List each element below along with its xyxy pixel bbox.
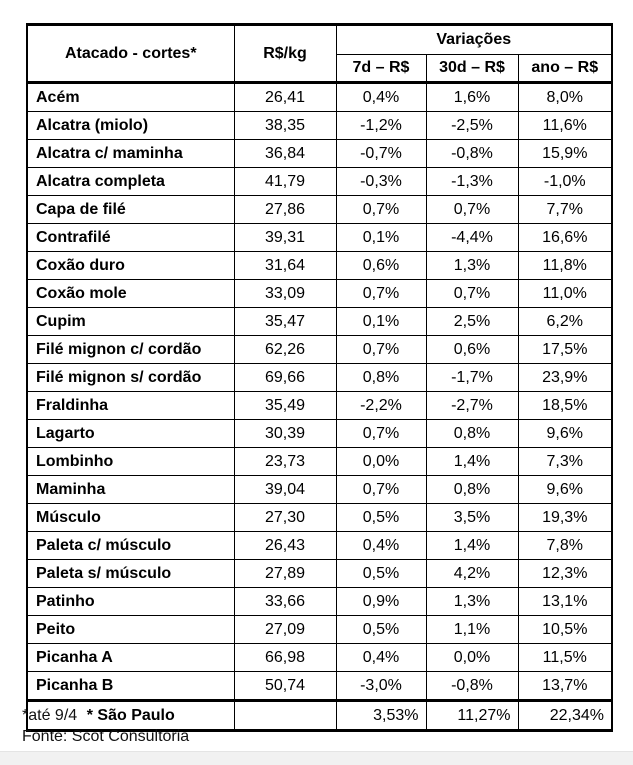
price-value: 27,89 <box>234 560 336 588</box>
table-row <box>27 476 612 504</box>
var-30d-value: -0,8% <box>426 672 518 701</box>
price-value: 35,49 <box>234 392 336 420</box>
var-7d-value: 0,4% <box>336 83 426 112</box>
table-row <box>27 392 612 420</box>
var-30d-value: 0,8% <box>426 420 518 448</box>
var-30d-value: -2,7% <box>426 392 518 420</box>
price-value: 35,47 <box>234 308 336 336</box>
cut-name: Alcatra (miolo) <box>27 112 234 140</box>
var-7d-value: 0,6% <box>336 252 426 280</box>
price-value: 30,39 <box>234 420 336 448</box>
var-year-value: 10,5% <box>518 616 612 644</box>
header-group-row <box>27 25 612 55</box>
header-variations-group: Variações <box>336 25 612 55</box>
var-7d-value: -3,0% <box>336 672 426 701</box>
var-year-value: 23,9% <box>518 364 612 392</box>
price-value: 26,43 <box>234 532 336 560</box>
table-row <box>27 336 612 364</box>
header-price: R$/kg <box>234 25 336 83</box>
var-7d-value: 0,4% <box>336 532 426 560</box>
price-value: 39,04 <box>234 476 336 504</box>
price-value: 41,79 <box>234 168 336 196</box>
table-row <box>27 224 612 252</box>
var-7d-value: 0,7% <box>336 420 426 448</box>
var-30d-value: -4,4% <box>426 224 518 252</box>
var-30d-value: 2,5% <box>426 308 518 336</box>
cut-name: Paleta s/ músculo <box>27 560 234 588</box>
cut-name: Paleta c/ músculo <box>27 532 234 560</box>
price-value: 27,09 <box>234 616 336 644</box>
cut-name: Filé mignon s/ cordão <box>27 364 234 392</box>
table-row <box>27 140 612 168</box>
var-year-value: 7,7% <box>518 196 612 224</box>
var-7d-value: 0,7% <box>336 476 426 504</box>
price-value: 33,09 <box>234 280 336 308</box>
var-30d-value: 1,4% <box>426 448 518 476</box>
cut-name: Picanha A <box>27 644 234 672</box>
summary-var-year: 22,34% <box>518 701 612 731</box>
table-body <box>27 83 612 731</box>
table-row <box>27 168 612 196</box>
price-value: 50,74 <box>234 672 336 701</box>
var-year-value: 6,2% <box>518 308 612 336</box>
header-var-7d: 7d – R$ <box>336 55 426 83</box>
price-value: 23,73 <box>234 448 336 476</box>
table-row <box>27 83 612 112</box>
header-var-30d: 30d – R$ <box>426 55 518 83</box>
var-year-value: 11,6% <box>518 112 612 140</box>
price-value: 36,84 <box>234 140 336 168</box>
price-value: 39,31 <box>234 224 336 252</box>
cut-name: Peito <box>27 616 234 644</box>
cut-name: Capa de filé <box>27 196 234 224</box>
var-7d-value: 0,5% <box>336 504 426 532</box>
table-row <box>27 112 612 140</box>
table-row <box>27 532 612 560</box>
var-7d-value: 0,0% <box>336 448 426 476</box>
var-year-value: 15,9% <box>518 140 612 168</box>
var-7d-value: 0,1% <box>336 224 426 252</box>
var-year-value: 18,5% <box>518 392 612 420</box>
table-row <box>27 560 612 588</box>
summary-var-30d: 11,27% <box>426 701 518 731</box>
var-7d-value: 0,5% <box>336 560 426 588</box>
var-year-value: -1,0% <box>518 168 612 196</box>
var-30d-value: -1,7% <box>426 364 518 392</box>
var-7d-value: -0,3% <box>336 168 426 196</box>
cut-name: Filé mignon c/ cordão <box>27 336 234 364</box>
cut-name: Cupim <box>27 308 234 336</box>
summary-price <box>234 701 336 731</box>
table-row <box>27 448 612 476</box>
var-year-value: 8,0% <box>518 83 612 112</box>
price-value: 69,66 <box>234 364 336 392</box>
table-row <box>27 672 612 701</box>
var-7d-value: 0,7% <box>336 336 426 364</box>
table-row <box>27 364 612 392</box>
var-year-value: 13,7% <box>518 672 612 701</box>
table-row <box>27 308 612 336</box>
var-year-value: 16,6% <box>518 224 612 252</box>
price-value: 38,35 <box>234 112 336 140</box>
cut-name: Coxão mole <box>27 280 234 308</box>
var-7d-value: -2,2% <box>336 392 426 420</box>
cut-name: Picanha B <box>27 672 234 701</box>
cut-name: Lagarto <box>27 420 234 448</box>
cut-name: Fraldinha <box>27 392 234 420</box>
price-value: 27,30 <box>234 504 336 532</box>
var-7d-value: 0,1% <box>336 308 426 336</box>
var-year-value: 12,3% <box>518 560 612 588</box>
var-30d-value: -1,3% <box>426 168 518 196</box>
var-7d-value: 0,8% <box>336 364 426 392</box>
var-30d-value: -2,5% <box>426 112 518 140</box>
var-30d-value: 1,3% <box>426 588 518 616</box>
cut-name: Alcatra completa <box>27 168 234 196</box>
footnotes <box>22 705 189 747</box>
var-30d-value: -0,8% <box>426 140 518 168</box>
var-30d-value: 3,5% <box>426 504 518 532</box>
table-header <box>27 25 612 83</box>
price-value: 31,64 <box>234 252 336 280</box>
var-year-value: 13,1% <box>518 588 612 616</box>
price-value: 33,66 <box>234 588 336 616</box>
var-30d-value: 0,7% <box>426 280 518 308</box>
price-value: 66,98 <box>234 644 336 672</box>
var-30d-value: 0,7% <box>426 196 518 224</box>
price-value: 62,26 <box>234 336 336 364</box>
price-table <box>26 23 613 732</box>
cut-name: Músculo <box>27 504 234 532</box>
price-value: 27,86 <box>234 196 336 224</box>
var-7d-value: 0,7% <box>336 196 426 224</box>
summary-var-7d: 3,53% <box>336 701 426 731</box>
var-year-value: 7,3% <box>518 448 612 476</box>
var-7d-value: -0,7% <box>336 140 426 168</box>
var-year-value: 19,3% <box>518 504 612 532</box>
bottom-window-edge <box>0 751 633 765</box>
var-30d-value: 0,6% <box>426 336 518 364</box>
cut-name: Lombinho <box>27 448 234 476</box>
cut-name: Maminha <box>27 476 234 504</box>
header-products: Atacado - cortes* <box>27 25 234 83</box>
table-row <box>27 504 612 532</box>
var-year-value: 7,8% <box>518 532 612 560</box>
table-row <box>27 588 612 616</box>
cut-name: Alcatra c/ maminha <box>27 140 234 168</box>
table-row <box>27 420 612 448</box>
table-row <box>27 280 612 308</box>
var-30d-value: 1,4% <box>426 532 518 560</box>
cut-name: Acém <box>27 83 234 112</box>
var-year-value: 9,6% <box>518 476 612 504</box>
asterisk-note: *até 9/4 <box>22 707 78 724</box>
var-30d-value: 0,0% <box>426 644 518 672</box>
var-30d-value: 1,1% <box>426 616 518 644</box>
var-7d-value: 0,7% <box>336 280 426 308</box>
var-7d-value: 0,5% <box>336 616 426 644</box>
var-30d-value: 1,3% <box>426 252 518 280</box>
table-row <box>27 252 612 280</box>
table-row <box>27 616 612 644</box>
var-year-value: 11,0% <box>518 280 612 308</box>
var-7d-value: -1,2% <box>336 112 426 140</box>
var-7d-value: 0,4% <box>336 644 426 672</box>
header-var-year: ano – R$ <box>518 55 612 83</box>
var-30d-value: 0,8% <box>426 476 518 504</box>
cut-name: Patinho <box>27 588 234 616</box>
price-table-container <box>26 23 613 732</box>
cut-name: Coxão duro <box>27 252 234 280</box>
price-value: 26,41 <box>234 83 336 112</box>
var-30d-value: 1,6% <box>426 83 518 112</box>
table-row <box>27 644 612 672</box>
source-note: Fonte: Scot Consultoria <box>22 728 190 745</box>
var-7d-value: 0,9% <box>336 588 426 616</box>
var-year-value: 11,8% <box>518 252 612 280</box>
var-year-value: 9,6% <box>518 420 612 448</box>
var-year-value: 17,5% <box>518 336 612 364</box>
summary-label: * São Paulo <box>27 701 234 731</box>
cut-name: Contrafilé <box>27 224 234 252</box>
table-row <box>27 196 612 224</box>
var-year-value: 11,5% <box>518 644 612 672</box>
var-30d-value: 4,2% <box>426 560 518 588</box>
